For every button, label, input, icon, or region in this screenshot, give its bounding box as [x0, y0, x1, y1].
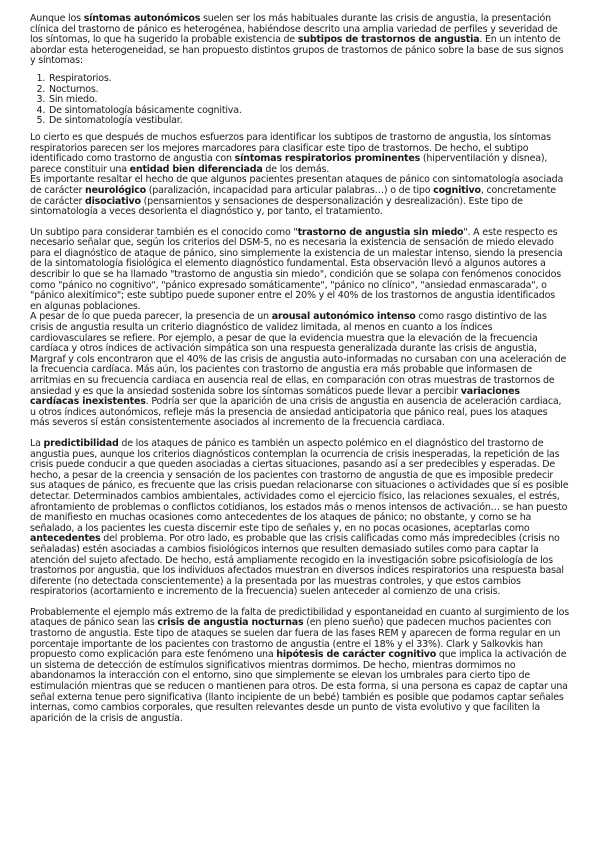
text-run: (hiperventilación y disnea), parece constituir una [30, 153, 548, 175]
text-run: (en pleno sueño) que padecen muchos pacientes con trastorno de angustia. Este tipo de ataques se suelen dar fuera de las fases REM y aparecen de forma regular en un porcentaje importante de los pacientes con trastorno de angustia (entre el 18% y el 33%). Clark y Salkovkis han propuesto como explicación para este fenómeno una [30, 617, 561, 661]
bold-term: disociativo [85, 195, 141, 207]
list-item: 2. Nocturnos. [48, 85, 569, 96]
nocturnal-crisis-paragraph [30, 608, 569, 725]
list-item: 1. Respiratorios. [48, 74, 569, 85]
text-run: Lo cierto es que después de muchos esfuerzos para identificar los subtipos de trastorno de angustia, los síntomas respiratorios parecen ser los mejores marcadores para clasificar este tipo de trastornos. De hecho, el subtipo identificado como trastorno de angustia con [30, 131, 551, 165]
bold-term: trastorno de angustia sin miedo [297, 226, 464, 238]
bold-term: entidad bien diferenciada [129, 163, 263, 175]
autonomic-arousal-paragraph [30, 312, 569, 429]
subtype-list [30, 74, 569, 127]
text-run: Es importante resaltar el hecho de que algunos pacientes presentan ataques de pánico con sintomatología asociada de carácter [30, 174, 564, 196]
text-run: A pesar de lo que pueda parecer, la presencia de un [30, 311, 272, 323]
bold-term: variaciones cardíacas inexistentes [30, 385, 520, 408]
text-run: La [30, 437, 44, 449]
text-run: de los ataques de pánico es también un aspecto polémico en el diagnóstico del trastorno de angustia pues, aunque los criterios diagnósticos contemplan la ocurrencia de crisis inesperadas, la repetición de las crisis puede conducir a que queden asociadas a ciertas situaciones, pasando así a ser predecibles y esperadas. De hecho, a pesar de la creencia y sensación de los pacientes con trastorno de angustia de que es imposible predecir sus ataques de pánico, es frecuente que las crisis puedan relacionarse con situaciones o actividades que sí es posible detectar. Determinados cambios ambientales, actividades como el ejercicio físico, las relaciones sexuales, el estrés, afrontamiento de problemas o conflictos cotidianos, los estados más o menos intensos de activación… se han puesto de manifiesto en muchas ocasiones como antecedentes de los ataques de pánico; no obstante, y como se ha señalado, a los pacientes les cuesta discernir este tipo de señales y, en no pocas ocasiones, aceptarlas como [30, 437, 569, 534]
text-run: (pensamientos y sensaciones de despersonalización y desrealización). Este tipo de sintomatología a veces desorienta el diagnóstico y, por tanto, el tratamiento. [30, 195, 523, 218]
neurological-paragraph [30, 175, 569, 217]
bold-term: crisis de angustia nocturnas [157, 617, 304, 629]
text-run: Aunque los [30, 13, 84, 24]
bold-term: predictibilidad [43, 437, 119, 449]
predictability-paragraph [30, 439, 569, 598]
respiratory-paragraph [30, 133, 569, 175]
intro-paragraph [30, 14, 569, 67]
panic-without-fear-paragraph [30, 228, 569, 313]
bold-term: neurológico [85, 184, 146, 196]
bold-term: arousal autonómico intenso [271, 311, 416, 323]
bold-term: cognitivo [433, 184, 481, 196]
text-run: Probablemente el ejemplo más extremo de la falta de predictibilidad y espontaneidad en cuanto al surgimiento de los ataques de pánico sean las [30, 606, 570, 629]
bold-term: síntomas respiratorios prominentes [234, 153, 421, 165]
text-run: como rasgo distintivo de las crisis de angustia resulta un criterio diagnóstico de validez limitada, al menos en cuanto a los índices cardiovasculares se refiere. Por ejemplo, a pesar de que la evidencia muestra que la elevación de la frecuencia cardíaca y otros índices de activación simpática son una respuesta generalizada durante las crisis de angustia, Margraf y cols encontraron que el 40% de las crisis de angustia auto-informadas no cursaban con una aceleración de la frecuencia cardíaca. Más aún, los pacientes con trastorno de angustia era más probable que informasen de arritmias en su frecuencia cardiaca en ausencia real de ellas, en comparación con otras muestras de trastornos de ansiedad y es que la ansiedad sostenida sobre los síntomas somáticos puede llevar a percibir [30, 311, 567, 397]
text-run: suelen ser los más habituales durante las crisis de angustia, la presentación clínica del trastorno de pánico es heterogénea, habiéndose descrito una amplia variedad de perfiles y severidad de los síntomas, lo que ha sugerido la probable existencia de [30, 13, 558, 46]
list-item: 5. De sintomatología vestibular. [48, 116, 569, 127]
text-run: (paralización, incapacidad para articular palabras…) o de tipo [145, 184, 434, 196]
bold-term: hipótesis de carácter cognitivo [276, 649, 437, 661]
list-item: 3. Sin miedo. [48, 95, 569, 106]
bold-term: subtipos de trastornos de angustia [297, 34, 480, 46]
text-run: del problema. Por otro lado, es probable que las crisis calificadas como más impredecibles (crisis no señaladas) estén asociadas a cambios fisiológicos internos que resulten demasiado sutiles como para captar la atención del sujeto afectado. De hecho, está ampliamente recogido en la investigación sobre psicofisiología de los trastornos por angustia, que los individuos afectados muestran en diversos índices respiratorios una respuesta basal diferente (no detectada conscientemente) a la presentada por las muestras controles, y que estos cambios respiratorios (acortamiento e incremento de la frecuencia) suelen anteceder al comienzo de una crisis. [30, 533, 564, 598]
text-run: ". A este respecto es necesario señalar que, según los criterios del DSM-5, no es necesaria la existencia de sensación de miedo elevado para el diagnóstico de ataque de pánico, sino simplemente la existencia de un malestar intenso, siendo la presencia de la sintomatología fisiológica el elemento diagnóstico fundamental. Esta observación llevó a algunos autores a describir lo que se ha llamado "trastorno de angustia sin miedo", condición que se solapa con fenómenos conocidos como "pánico no cognitivo", "pánico expresado somáticamente", "pánico no clínico", "ansiedad enmascarada", o "pánico alexitímico"; este subtipo puede suponer entre el 20% y el 40% de los trastornos de angustia identificados en algunas poblaciones. [30, 226, 563, 312]
bold-term: antecedentes [30, 533, 101, 545]
text-run: . En un intento de abordar esta heterogeneidad, se han propuesto distintos grupos de trastornos de pánico sobre la base de sus signos y síntomas: [30, 34, 564, 67]
text-run: . Podría ser que la aparición de una crisis de angustia en ausencia de aceleración cardiaca, u otros índices autonómicos, refleje más la presencia de ansiedad anticipatoria que pánico real, pues los ataques más severos sí están consistentemente asociados al incremento de la frecuencia cardiaca. [30, 396, 562, 429]
text-run: Un subtipo para considerar también es el conocido como " [30, 226, 298, 238]
text-run: que implica la activación de un sistema de detección de estímulos significativos mientras dormimos. De hecho, mientras dormimos no abandonamos la interacción con el entorno, sino que simplemente se elevan los umbrales para cierto tipo de estimulación mientras que se reducen o mantienen para otros. De esta forma, si una persona es capaz de captar una señal externa tenue pero significativa (llanto incipiente de un bebé) también es posible que podamos captar señales internas, como cambios corporales, que resulten relevantes desde un punto de vista evolutivo y que faciliten la aparición de la crisis de angustia. [30, 649, 568, 724]
text-run: de los demás. [262, 163, 330, 175]
list-item: 4. De sintomatología básicamente cognitiva. [48, 106, 569, 117]
text-run: , concretamente de carácter [30, 184, 556, 207]
bold-term: síntomas autonómicos [83, 13, 201, 24]
